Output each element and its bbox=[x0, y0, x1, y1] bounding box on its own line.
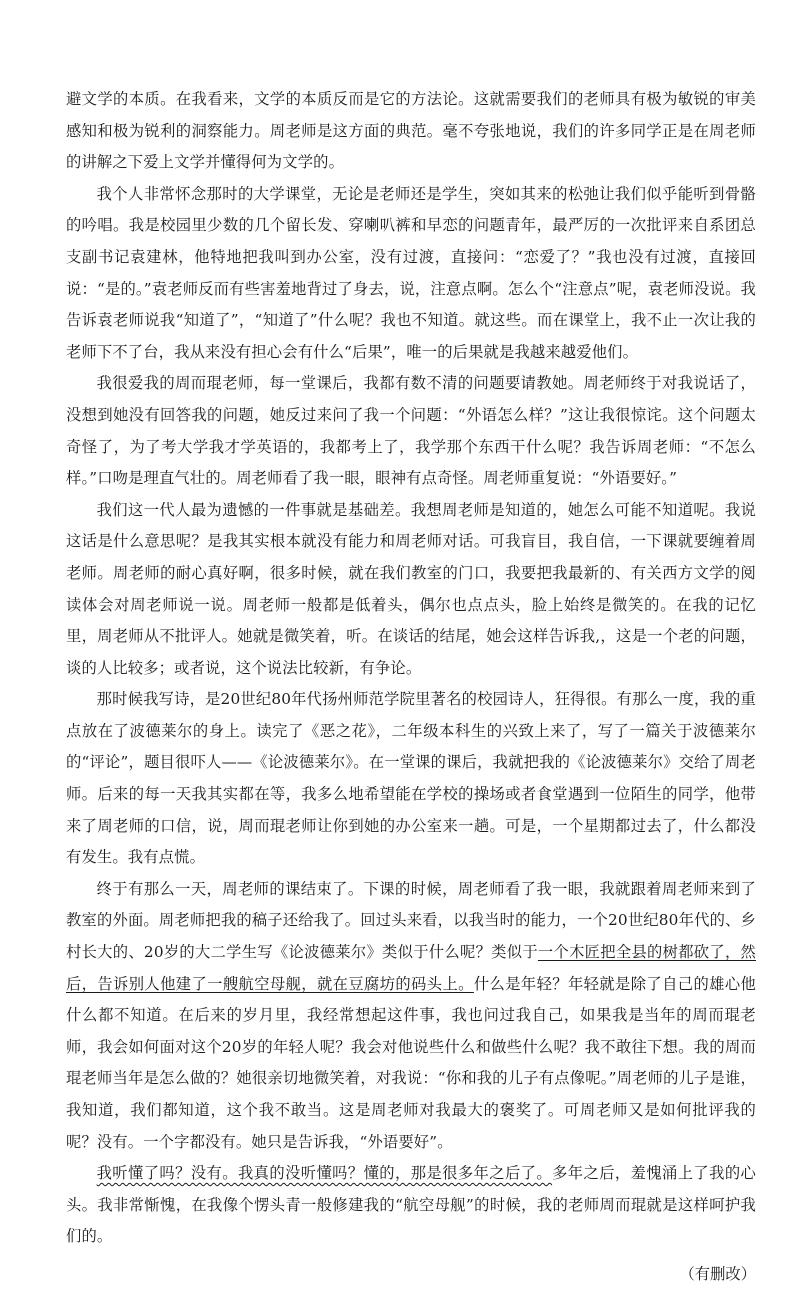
underlined-sentence: 一个木匠把全县的树都砍了，然后，告诉别人他建了一艘航空母舰，就在豆腐坊的码头上。 bbox=[66, 943, 756, 993]
paragraph-3: 我很爱我的周而琨老师，每一堂课后，我都有数不清的问题要请教她。周老师终于对我说话了，没想到她没有回答我的问题，她反过来问了我一个问题：“外语怎么样？”这让我很惊诧。这个问题太奇怪了，为了考大学我才学英语的，我都考上了，我学那个东西干什么呢？我告诉周老师：“不怎么样。”口吻是理直气壮的。周老师看了我一眼，眼神有点奇怪。周老师重复说：“外语要好。” bbox=[66, 374, 756, 488]
paragraph-2: 我个人非常怀念那时的大学课堂，无论是老师还是学生，突如其来的松弛让我们似乎能听到骨骼的吟唱。我是校园里少数的几个留长发、穿喇叭裤和早恋的问题青年，最严厉的一次批评来自系团总支副书记袁建林，他特地把我叫到办公室，没有过渡，直接问：“恋爱了？”我也没有过渡，直接回说：“是的。”袁老师反而有些害羞地背过了身去，说，注意点啊。怎么个“注意点”呢，袁老师没说。我告诉袁老师说我“知道了”，“知道了”什么呢？我也不知道。就这些。而在课堂上，我不止一次让我的老师下不了台，我从来没有担心会有什么“后果”，唯一的后果就是我越来越爱他们。 bbox=[66, 184, 756, 361]
paragraph-1: 避文学的本质。在我看来，文学的本质反而是它的方法论。这就需要我们的老师具有极为敏锐的审美感知和极为锐利的洞察能力。周老师是这方面的典范。毫不夸张地说，我们的许多同学正是在周老师的讲解之下爱上文学并懂得何为文学的。 bbox=[66, 90, 756, 172]
paragraph-4: 我们这一代人最为遗憾的一件事就是基础差。我想周老师是知道的，她怎么可能不知道呢。我说这话是什么意思呢？是我其实根本就没有能力和周老师对话。可我盲目，我自信，一下课就要缠着周老师。周老师的耐心真好啊，很多时候，就在我们教室的门口，我要把我最新的、有关西方文学的阅读体会对周老师说一说。周老师一般都是低着头，偶尔也点点头，脸上始终是微笑的。在我的记忆里，周老师从不批评人。她就是微笑着，听。在谈话的结尾，她会这样告诉我,，这是一个老的问题，谈的人比较多；或者说，这个说法比较新，有争论。 bbox=[66, 500, 756, 677]
paragraph-6-before: 终于有那么一天，周老师的课结束了。下课的时候，周老师看了我一眼，我就跟着周老师来到了教室的外面。周老师把我的稿子还给我了。回过头来看，以我当时的能力，一个20世纪80年代的、乡村长大的、20岁的大二学生写《论波德莱尔》类似于什么呢？类似于 bbox=[66, 879, 756, 962]
article-page bbox=[66, 84, 756, 1291]
paragraph-6-after: 什么是年轻？年轻就是除了自己的雄心他什么都不知道。在后来的岁月里，我经常想起这件事，我也问过我自己，如果我是当年的周而琨老师，我会如何面对这个20岁的年轻人呢？我会对他说些什么和做些什么呢？我不敢往下想。我的周而琨老师当年是怎么做的？她很亲切地微笑着，对我说：“你和我的儿子有点像呢。”周老师的儿子是谁，我知道，我们都知道，这个我不敢当。这是周老师对我最大的褒奖了。可周老师又是如何批评我的呢？没有。一个字都没有。她只是告诉我，“外语要好”。 bbox=[66, 974, 757, 1151]
paragraph-6 bbox=[66, 874, 756, 1158]
paragraph-7-after: 多年之后，羞愧涌上了我的心头。我非常惭愧，在我像个愣头青一般修建我的“航空母舰”的时候，我的老师周而琨就是这样呵护我们的。 bbox=[66, 1164, 756, 1246]
paragraph-5: 那时候我写诗，是20世纪80年代扬州师范学院里著名的校园诗人，狂得很。有那么一度，我的重点放在了波德莱尔的身上。读完了《恶之花》，二年级本科生的兴致上来了，写了一篇关于波德莱尔的“评论”，题目很吓人——《论波德莱尔》。在一堂课的课后，我就把我的《论波德莱尔》交给了周老师。后来的每一天我其实都在等，我多么地希望能在学校的操场或者食堂遇到一位陌生的同学，他带来了周老师的口信，说，周而琨老师让你到她的办公室来一趟。可是，一个星期都过去了，什么都没有发生。我有点慌。 bbox=[66, 690, 756, 867]
wavy-underlined-sentence: 我听懂了吗？没有。我真的没听懂吗？懂的，那是很多年之后了。 bbox=[96, 1164, 553, 1183]
source-note: （有删改） bbox=[679, 1264, 756, 1283]
paragraph-7 bbox=[66, 1158, 756, 1253]
